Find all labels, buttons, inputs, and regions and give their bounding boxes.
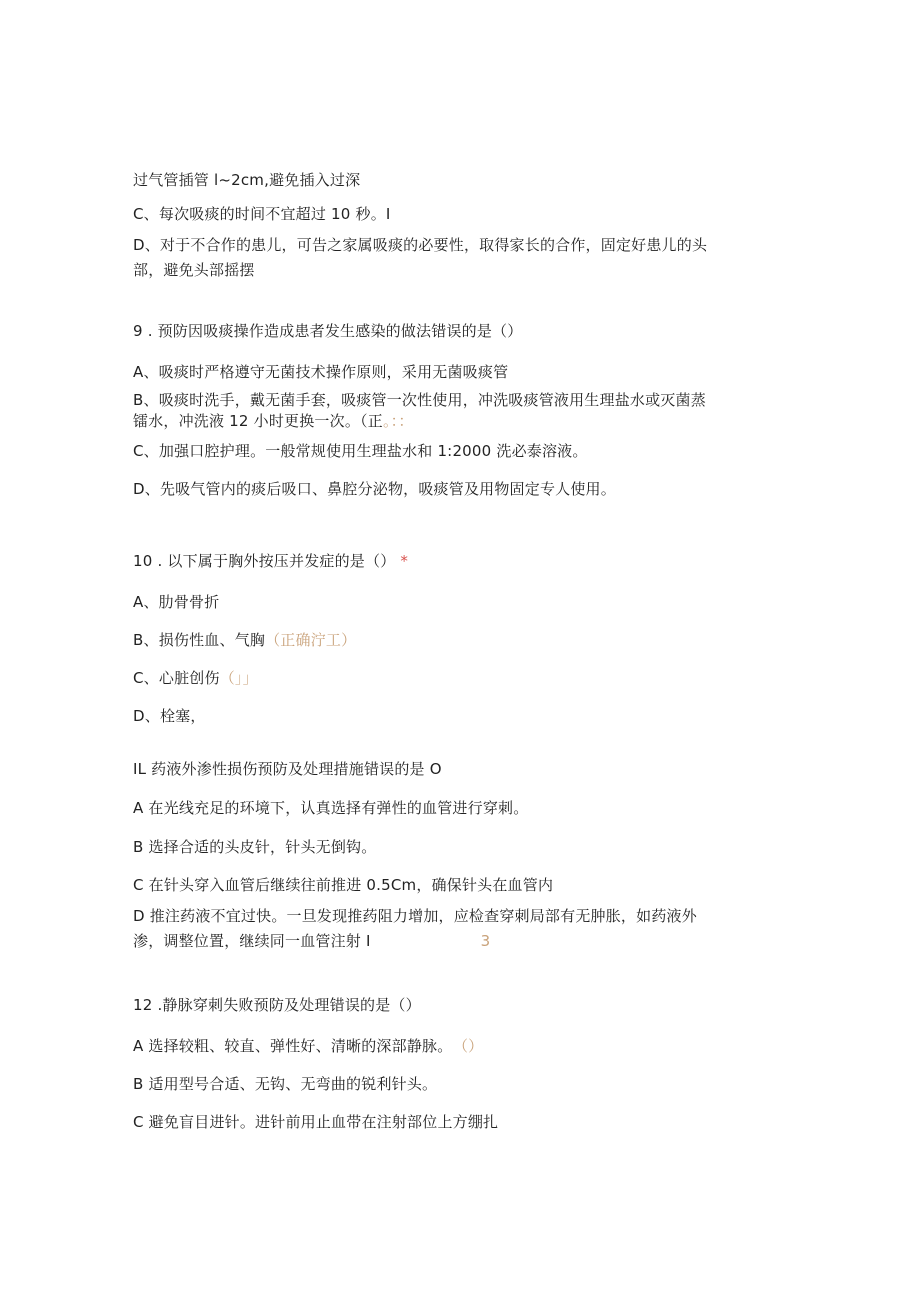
q9-option-b-line1: B、吸痰时洗手，戴无菌手套，吸痰管一次性使用，冲洗吸痰管液用生理盐水或灭菌蒸 xyxy=(133,391,706,409)
q11-option-d-line2 xyxy=(133,931,490,951)
q12-option-a-text: A 选择较粗、较直、弹性好、清晰的深部静脉。 xyxy=(133,1037,453,1055)
q10-option-a: A、肋骨骨折 xyxy=(133,593,220,611)
q9-option-a: A、吸痰时严格遵守无菌技术操作原则，采用无菌吸痰管 xyxy=(133,363,509,381)
q9-option-d: D、先吸气管内的痰后吸口、鼻腔分泌物，吸痰管及用物固定专人使用。 xyxy=(133,480,616,498)
q11-option-c: C 在针头穿入血管后继续往前推进 0.5Cm，确保针头在血管内 xyxy=(133,876,554,894)
q8-option-d-line2: 部，避免头部摇摆 xyxy=(133,261,255,279)
q10-option-b-annotation: （正确泞工） xyxy=(265,631,357,649)
q10-option-c xyxy=(133,668,258,688)
q11-title: IL 药液外渗性损伤预防及处理措施错误的是 O xyxy=(133,760,442,778)
q11-option-d-annotation: 3 xyxy=(480,932,491,950)
q12-title: 12 .静脉穿刺失败预防及处理错误的是（） xyxy=(133,996,421,1014)
q8-option-c: C、每次吸痰的时间不宜超过 10 秒。I xyxy=(133,205,391,223)
q9-title: 9 . 预防因吸痰操作造成患者发生感染的做法错误的是（） xyxy=(133,322,523,340)
q11-option-d-text: 渗，调整位置，继续同一血管注射 I xyxy=(133,932,371,950)
q9-option-b-annotation: 。：： xyxy=(382,412,414,430)
q9-option-b-line2 xyxy=(133,411,414,431)
q11-option-b: B 选择合适的头皮针，针头无倒钩。 xyxy=(133,838,377,856)
q10-option-b-text: B、损伤性血、气胸 xyxy=(133,631,266,649)
q12-option-c: C 避免盲目进针。进针前用止血带在注射部位上方绷扎 xyxy=(133,1113,499,1131)
q10-title xyxy=(133,551,408,571)
q12-option-a-annotation: （） xyxy=(460,1037,484,1055)
q9-option-c: C、加强口腔护理。一般常规使用生理盐水和 1:2000 洗必泰溶液。 xyxy=(133,442,588,460)
required-star: * xyxy=(400,552,409,570)
q11-option-d-line1: D 推注药液不宜过快。一旦发现推药阻力增加，应检查穿刺局部有无肿胀，如药液外 xyxy=(133,907,697,925)
q8-previous-line: 过气管插管 l~2cm,避免插入过深 xyxy=(133,171,361,189)
q10-title-text: 10 . 以下属于胸外按压并发症的是（） xyxy=(133,552,396,570)
q10-option-b xyxy=(133,630,356,650)
q9-option-b-text: 镭水，冲洗液 12 小时更换一次。（正 xyxy=(133,412,383,430)
q8-option-d-line1: D、对于不合作的患儿，可告之家属吸痰的必要性，取得家长的合作，固定好患儿的头 xyxy=(133,236,708,254)
q12-option-a xyxy=(133,1036,483,1056)
q10-option-c-text: C、心脏创伤 xyxy=(133,669,220,687)
q10-option-d: D、栓塞， xyxy=(133,707,206,725)
q11-option-a: A 在光线充足的环境下，认真选择有弹性的血管进行穿刺。 xyxy=(133,799,529,817)
q12-option-b: B 适用型号合适、无钩、无弯曲的锐利针头。 xyxy=(133,1075,438,1093)
q10-option-c-annotation: （」」 xyxy=(219,669,258,687)
